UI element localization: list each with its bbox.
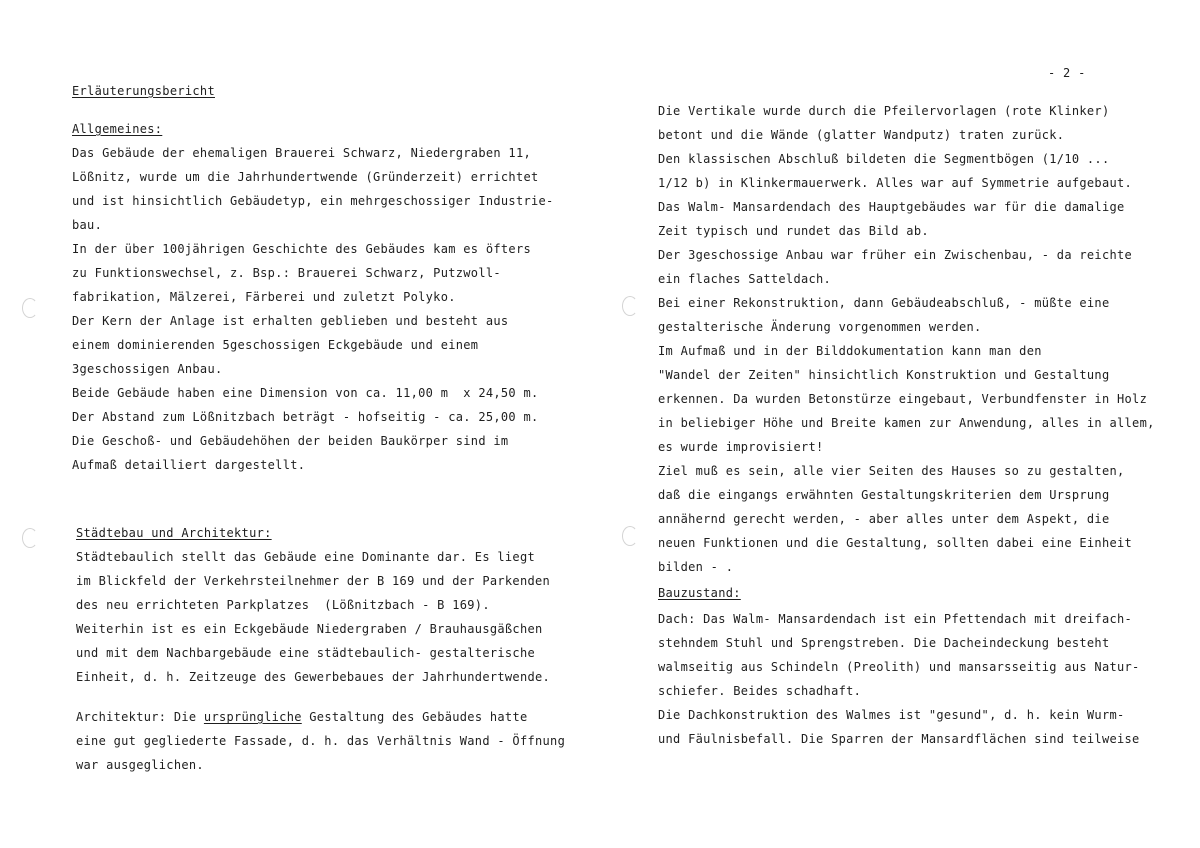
text-line: und mit dem Nachbargebäude eine städtebaulich- gestalterische [76, 646, 536, 660]
text-line: In der über 100jährigen Geschichte des Gebäudes kam es öfters [72, 242, 532, 256]
text-line: ein flaches Satteldach. [658, 272, 832, 286]
text-line: Den klassischen Abschluß bildeten die Segmentbögen (1/10 ... [658, 152, 1110, 166]
text-line: Die Dachkonstruktion des Walmes ist "gesund", d. h. kein Wurm- [658, 708, 1125, 722]
text-line: Der Kern der Anlage ist erhalten geblieben und besteht aus [72, 314, 509, 328]
text-line: 3geschossigen Anbau. [72, 362, 223, 376]
text-line: Die Geschoß- und Gebäudehöhen der beiden Baukörper sind im [72, 434, 509, 448]
text-line: war ausgeglichen. [76, 758, 204, 772]
text-line: Städtebaulich stellt das Gebäude eine Dominante dar. Es liegt [76, 550, 536, 564]
text-line: in beliebiger Höhe und Breite kamen zur Anwendung, alles in allem, [658, 416, 1155, 430]
text-line: fabrikation, Mälzerei, Färberei und zuletzt Polyko. [72, 290, 456, 304]
text-line: bilden - . [658, 560, 734, 574]
text-line: und ist hinsichtlich Gebäudetyp, ein mehrgeschossiger Industrie- [72, 194, 554, 208]
section-heading-general: Allgemeines: [72, 122, 163, 136]
text-line: des neu errichteten Parkplatzes (Lößnitzbach - B 169). [76, 598, 490, 612]
text-line: schiefer. Beides schadhaft. [658, 684, 862, 698]
text-line: Einheit, d. h. Zeitzeuge des Gewerbebaues der Jahrhundertwende. [76, 670, 551, 684]
section-heading-condition: Bauzustand: [658, 586, 741, 600]
text-line: Der 3geschossige Anbau war früher ein Zwischenbau, - da reichte [658, 248, 1133, 262]
text-line: Die Vertikale wurde durch die Pfeilervorlagen (rote Klinker) [658, 104, 1110, 118]
underlined-word: ursprüngliche [203, 710, 302, 724]
text-line: Der Abstand zum Lößnitzbach beträgt - hofseitig - ca. 25,00 m. [72, 410, 539, 424]
text-line: gestalterische Änderung vorgenommen werden. [658, 320, 982, 334]
punch-hole-mark [622, 296, 638, 316]
text-line: im Blickfeld der Verkehrsteilnehmer der B 169 und der Parkenden [76, 574, 551, 588]
punch-hole-mark [22, 298, 38, 318]
document-title: Erläuterungsbericht [72, 84, 215, 98]
text-line: 1/12 b) in Klinkermauerwerk. Alles war auf Symmetrie aufgebaut. [658, 176, 1133, 190]
text-line: und Fäulnisbefall. Die Sparren der Mansardflächen sind teilweise [658, 732, 1140, 746]
text-line: Im Aufmaß und in der Bilddokumentation kann man den [658, 344, 1042, 358]
text-line: bau. [72, 218, 103, 232]
text-line: neuen Funktionen und die Gestaltung, sollten dabei eine Einheit [658, 536, 1133, 550]
text-line: einem dominierenden 5geschossigen Eckgebäude und einem [72, 338, 479, 352]
punch-hole-mark [22, 528, 38, 548]
text-line: Beide Gebäude haben eine Dimension von ca. 11,00 m x 24,50 m. [72, 386, 539, 400]
punch-hole-mark [622, 526, 638, 546]
text-line: eine gut gegliederte Fassade, d. h. das Verhältnis Wand - Öffnung [76, 734, 566, 748]
text-line: Das Walm- Mansardendach des Hauptgebäudes war für die damalige [658, 200, 1125, 214]
text-line: Bei einer Rekonstruktion, dann Gebäudeabschluß, - müßte eine [658, 296, 1110, 310]
text-line: erkennen. Da wurden Betonstürze eingebaut, Verbundfenster in Holz [658, 392, 1148, 406]
architecture-prefix: Architektur: Die [76, 710, 204, 724]
text-line: Zeit typisch und rundet das Bild ab. [658, 224, 929, 238]
text-line: "Wandel der Zeiten" hinsichtlich Konstruktion und Gestaltung [658, 368, 1110, 382]
right-page [600, 0, 1200, 848]
text-line: zu Funktionswechsel, z. Bsp.: Brauerei Schwarz, Putzwoll- [72, 266, 501, 280]
text-line: walmseitig aus Schindeln (Preolith) und mansarsseitig aus Natur- [658, 660, 1140, 674]
text-line: daß die eingangs erwähnten Gestaltungskriterien dem Ursprung [658, 488, 1110, 502]
text-line: Weiterhin ist es ein Eckgebäude Niedergraben / Brauhausgäßchen [76, 622, 543, 636]
text-line [76, 710, 528, 724]
page-number: - 2 - [1048, 66, 1086, 80]
text-line: annähernd gerecht werden, - aber alles unter dem Aspekt, die [658, 512, 1110, 526]
text-line: betont und die Wände (glatter Wandputz) traten zurück. [658, 128, 1065, 142]
text-line: es wurde improvisiert! [658, 440, 824, 454]
architecture-suffix: Gestaltung des Gebäudes hatte [301, 710, 528, 724]
text-line: Dach: Das Walm- Mansardendach ist ein Pfettendach mit dreifach- [658, 612, 1133, 626]
text-line: Das Gebäude der ehemaligen Brauerei Schwarz, Niedergraben 11, [72, 146, 532, 160]
text-line: Ziel muß es sein, alle vier Seiten des Hauses so zu gestalten, [658, 464, 1125, 478]
section-heading-urban: Städtebau und Architektur: [76, 526, 272, 540]
text-line: Aufmaß detailliert dargestellt. [72, 458, 306, 472]
text-line: stehndem Stuhl und Sprengstreben. Die Dacheindeckung besteht [658, 636, 1110, 650]
text-line: Lößnitz, wurde um die Jahrhundertwende (Gründerzeit) errichtet [72, 170, 539, 184]
